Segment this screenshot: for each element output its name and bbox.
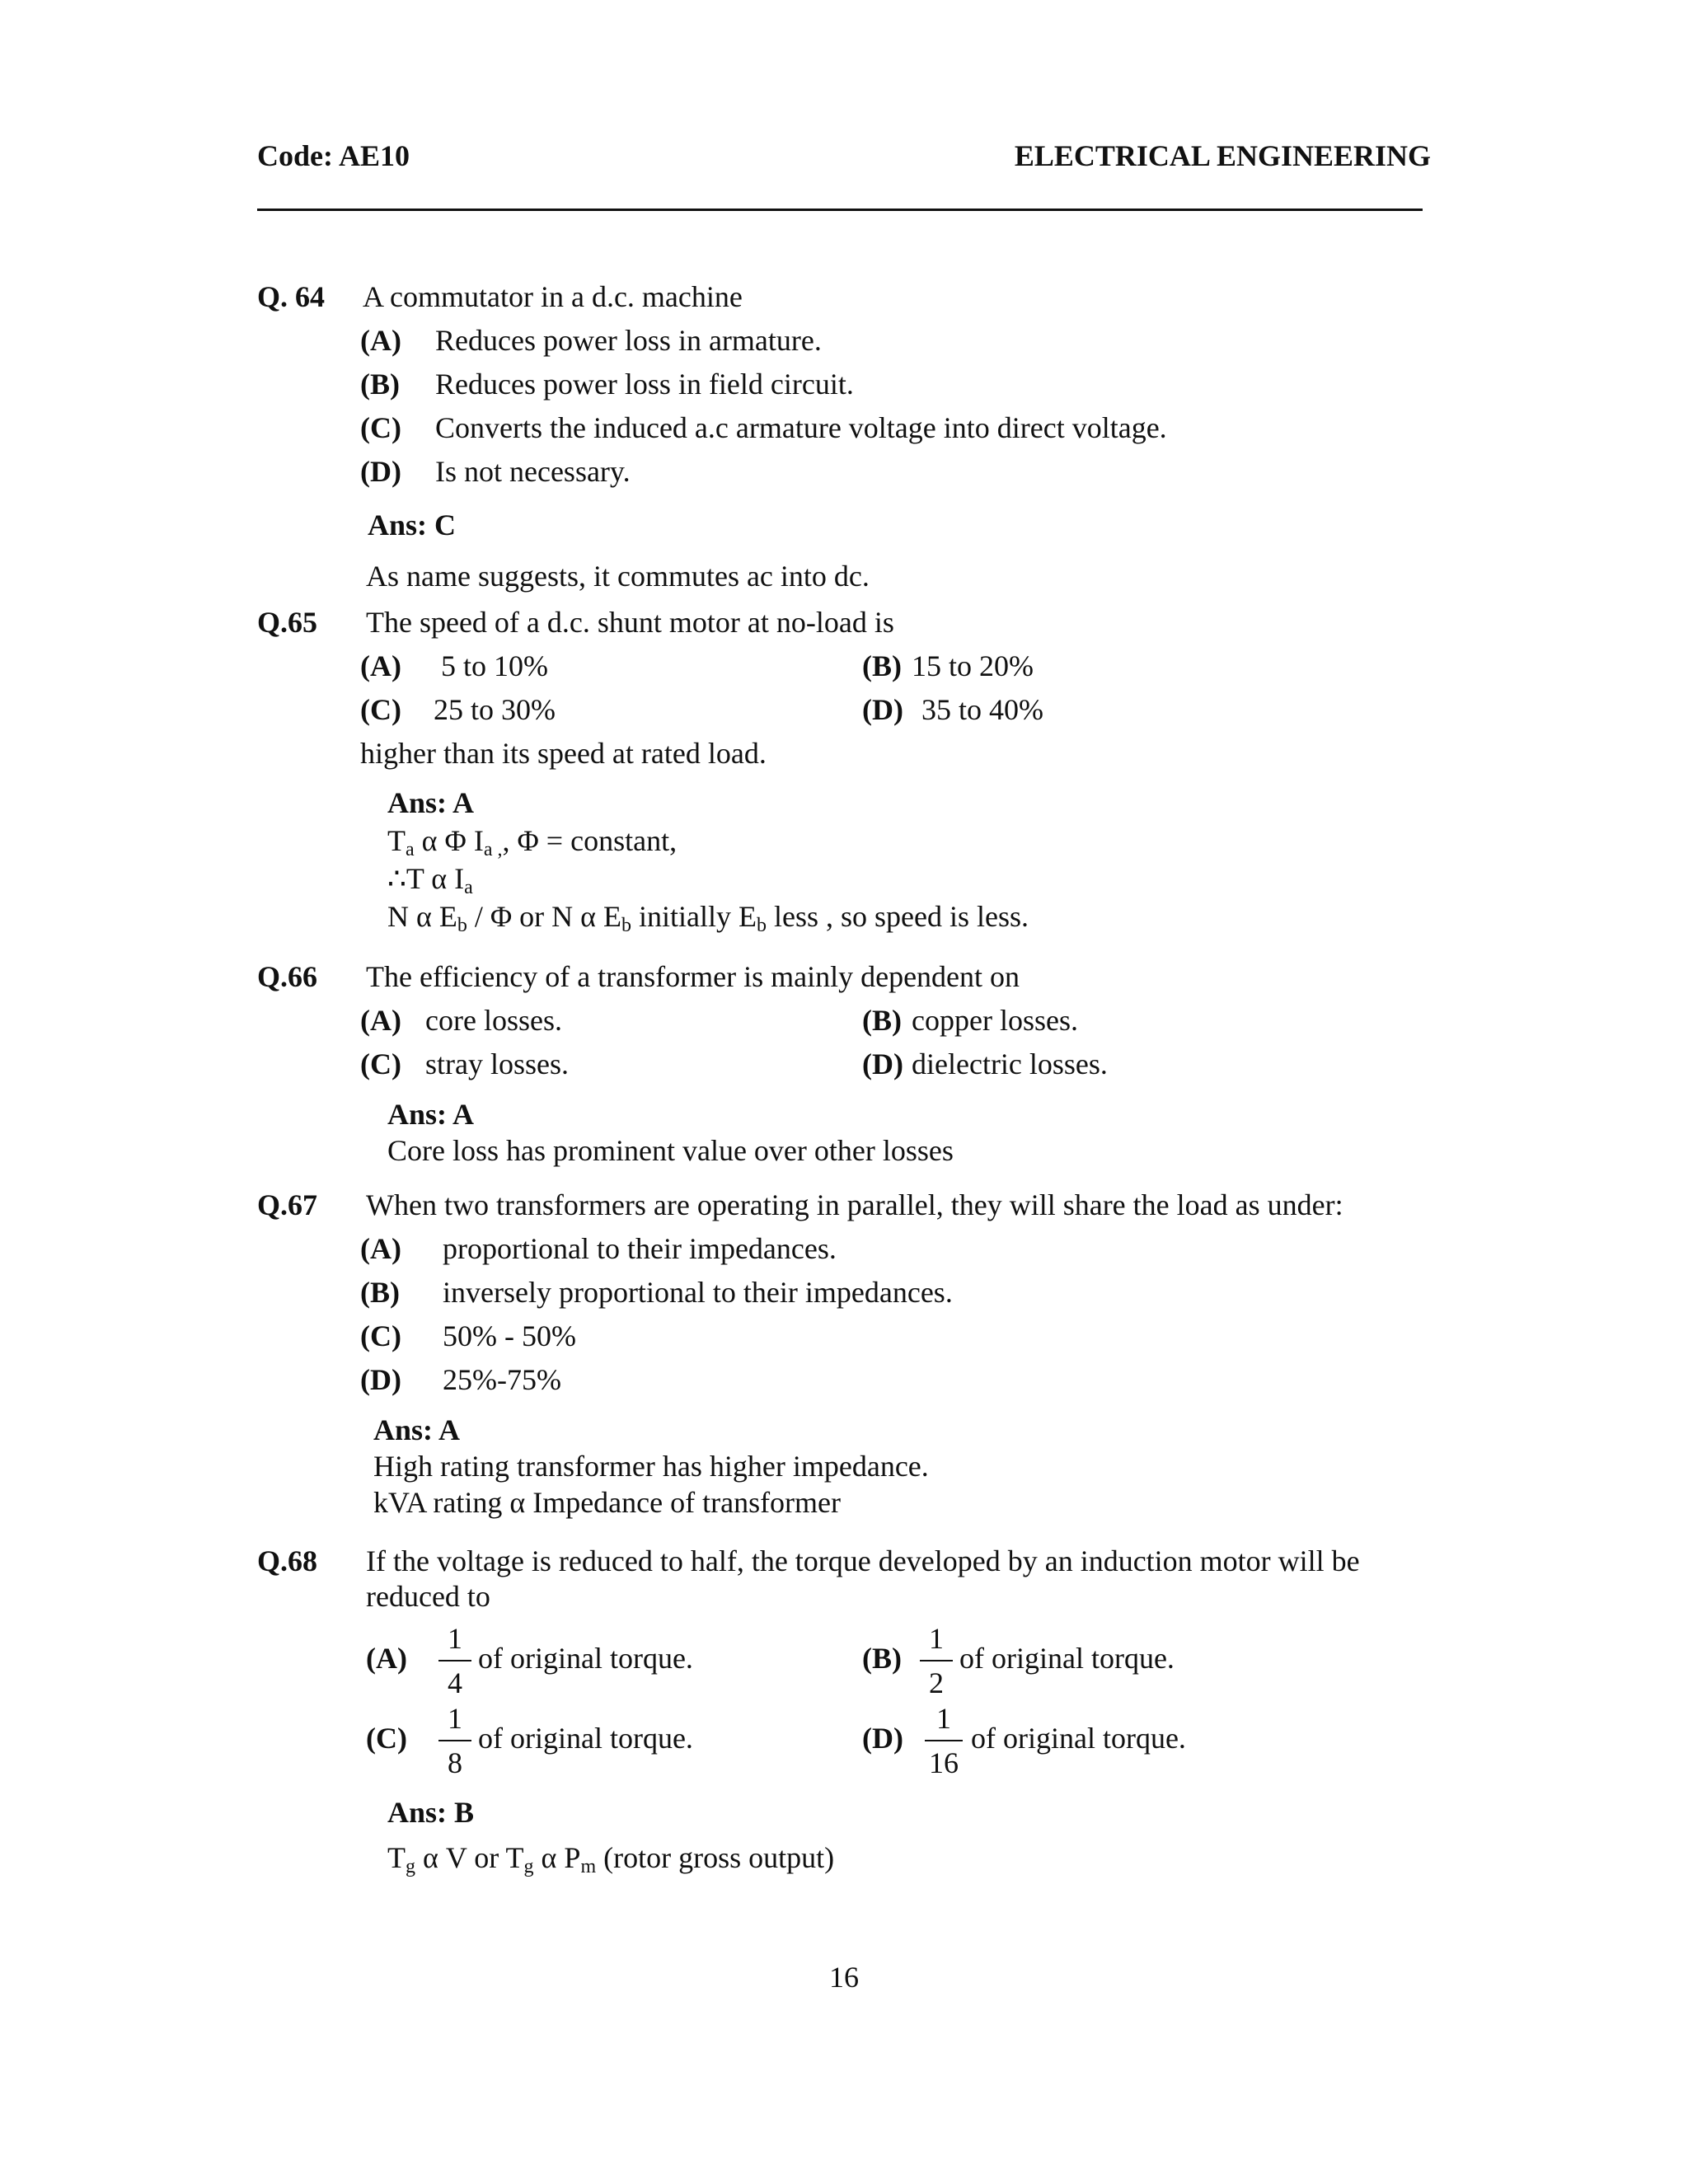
option-text: of original torque. (478, 1642, 693, 1675)
option-text: Is not necessary. (435, 455, 631, 488)
option-label: (B) (862, 1004, 902, 1037)
option-text: stray losses. (425, 1047, 569, 1080)
question-number-67: Q.67 (257, 1188, 318, 1221)
option-text: dielectric losses. (912, 1047, 1108, 1080)
option-label: (B) (360, 1276, 400, 1309)
explanation-64: As name suggests, it commutes ac into dc. (366, 560, 870, 593)
option-text: 5 to 10% (441, 649, 548, 682)
option-label: (C) (360, 411, 401, 444)
option-label: (C) (360, 693, 401, 726)
question-text-68-line1: If the voltage is reduced to half, the torque developed by an induction motor will be (366, 1544, 1360, 1577)
option-text: of original torque. (478, 1722, 693, 1755)
option-label: (C) (366, 1722, 407, 1755)
option-text: of original torque. (959, 1642, 1175, 1675)
question-text-65: The speed of a d.c. shunt motor at no-load is (366, 606, 894, 639)
option-text: 15 to 20% (912, 649, 1034, 682)
question-tail-65: higher than its speed at rated load. (360, 737, 767, 770)
option-text: core losses. (425, 1004, 562, 1037)
explanation-67-line1: High rating transformer has higher impedance. (373, 1450, 929, 1483)
option-text: 25 to 30% (434, 693, 556, 726)
page-number: 16 (829, 1961, 859, 1994)
option-label: (C) (360, 1047, 401, 1080)
answer-64: Ans: C (368, 509, 457, 541)
explanation-67-line2: kVA rating α Impedance of transformer (373, 1486, 842, 1519)
option-text: inversely proportional to their impedances. (443, 1276, 953, 1309)
option-label: (A) (360, 1004, 401, 1037)
option-label: (D) (360, 455, 401, 488)
option-text: Converts the induced a.c armature voltage into direct voltage. (435, 411, 1167, 444)
option-text: Reduces power loss in armature. (435, 324, 822, 357)
answer-67: Ans: A (373, 1413, 461, 1446)
question-text-64: A commutator in a d.c. machine (363, 280, 743, 313)
option-text: 25%-75% (443, 1363, 561, 1396)
question-number-65: Q.65 (257, 606, 318, 639)
question-text-66: The efficiency of a transformer is mainly dependent on (366, 960, 1020, 993)
option-label: (D) (862, 1722, 903, 1755)
answer-66: Ans: A (387, 1098, 475, 1131)
fraction-one-quarter: 1 4 (437, 1620, 473, 1701)
option-label: (D) (862, 1047, 903, 1080)
fraction-one-sixteenth: 1 16 (923, 1700, 964, 1781)
header-rule (257, 209, 1423, 211)
option-text: Reduces power loss in field circuit. (435, 368, 854, 401)
option-label: (A) (360, 649, 401, 682)
option-label: (B) (862, 649, 902, 682)
answer-68: Ans: B (387, 1796, 475, 1829)
option-text: 50% - 50% (443, 1319, 576, 1352)
option-label: (A) (360, 324, 401, 357)
subject-title: ELECTRICAL ENGINEERING (1014, 139, 1431, 172)
question-text-68-line2: reduced to (366, 1580, 490, 1613)
explanation-68: $T_g$ α V or $T_g$ α $P_m$ (rotor gross output) (387, 1841, 835, 1877)
question-text-67: When two transformers are operating in parallel, they will share the load as under: (366, 1188, 1343, 1221)
explanation-65-line3: N α $E_b$ / Φ or N α $E_b$ initially $E_b$ less , so speed is less. (387, 900, 1029, 936)
option-label: (B) (360, 368, 400, 401)
option-label: (C) (360, 1319, 401, 1352)
question-number-64: Q. 64 (257, 280, 326, 313)
exam-code: Code: AE10 (257, 139, 410, 172)
explanation-66: Core loss has prominent value over other losses (387, 1134, 954, 1167)
answer-65: Ans: A (387, 786, 475, 819)
question-number-68: Q.68 (257, 1544, 318, 1577)
explanation-65-line1: $T_a$ α Φ $I_{a ,}$, Φ = constant, (387, 824, 678, 860)
option-text: 35 to 40% (921, 693, 1043, 726)
option-text: of original torque. (971, 1722, 1186, 1755)
fraction-one-half: 1 2 (918, 1620, 954, 1701)
option-label: (A) (360, 1232, 401, 1265)
option-label: (D) (360, 1363, 401, 1396)
option-label: (B) (862, 1642, 902, 1675)
option-label: (A) (366, 1642, 407, 1675)
option-label: (D) (862, 693, 903, 726)
option-text: proportional to their impedances. (443, 1232, 837, 1265)
explanation-65-line2: ∴T α $I_a$ (387, 862, 473, 898)
question-number-66: Q.66 (257, 960, 318, 993)
option-text: copper losses. (912, 1004, 1078, 1037)
fraction-one-eighth: 1 8 (437, 1700, 473, 1781)
